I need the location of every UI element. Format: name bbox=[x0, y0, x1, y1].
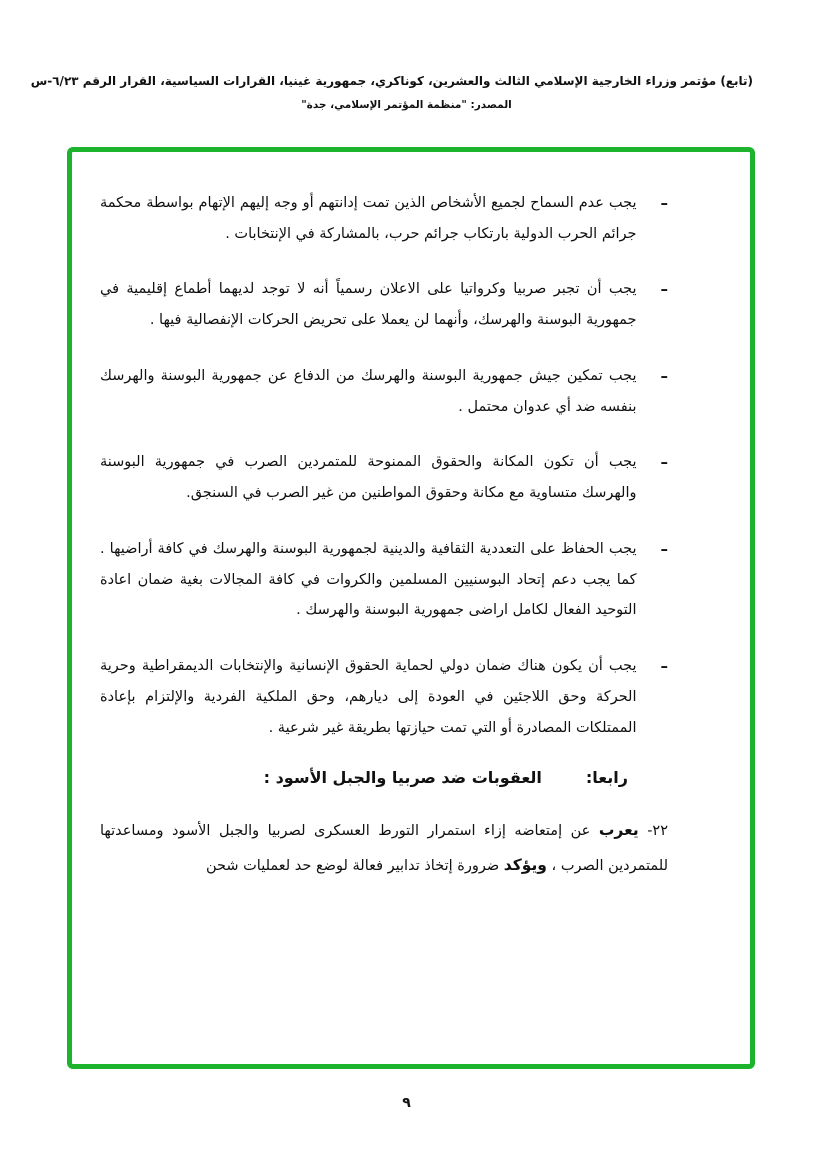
bullet-dash: – bbox=[660, 453, 668, 472]
source-value: "منظمة المؤتمر الإسلامي، جدة" bbox=[301, 99, 467, 111]
source-label: المصدر: bbox=[470, 99, 512, 111]
list-item bbox=[100, 447, 668, 508]
content-area bbox=[72, 152, 750, 883]
bullet-text: يجب أن تكون المكانة والحقوق الممنوحة للمتمردين الصرب في جمهورية البوسنة والهرسك متساوية مع مكانة وحقوق المواطنين من غير الصرب في السنجق. bbox=[100, 454, 637, 502]
bullet-text: يجب الحفاظ على التعددية الثقافية والدينية لجمهورية البوسنة والهرسك في كافة أراضيها . كما يجب دعم إتحاد البوسنيين المسلمين والكروات في كافة المجالات بغية ضمان اعادة التوحيد الفعال لكامل اراضى جمهورية البوسنة والهرسك . bbox=[100, 540, 637, 619]
bullet-text: يجب أن تجبر صربيا وكرواتيا على الاعلان رسمياً أنه لا توجد لديهما أطماع إقليمية في جمهورية البوسنة والهرسك، وأنهما لن يعملا على تحريض الحركات الإنفصالية فيها . bbox=[100, 281, 637, 329]
paragraph-number: ٢٢- bbox=[647, 823, 668, 840]
bullet-dash: – bbox=[660, 280, 668, 299]
list-item bbox=[100, 534, 668, 626]
paragraph-bold-word: يعرب bbox=[598, 821, 639, 840]
paragraph-22 bbox=[100, 813, 668, 883]
list-item bbox=[100, 361, 668, 422]
paragraph-text: عن إمتعاضه إزاء استمرار التورط العسكرى لصربيا والجبل الأسود ومساعدتها للمتمردين الصرب ، bbox=[100, 823, 668, 875]
paragraph-bold-word: ويؤكد bbox=[503, 856, 547, 875]
bullet-text: يجب عدم السماح لجميع الأشخاص الذين تمت إدانتهم أو وجه إليهم الإتهام بواسطة محكمة جرائم الحرب الدولية بارتكاب جرائم حرب، بالمشاركة في الإنتخابات . bbox=[100, 195, 637, 242]
section-heading bbox=[100, 768, 628, 787]
paragraph-text: ضرورة إتخاذ تدابير فعالة لوضع حد لعمليات شحن bbox=[205, 858, 500, 875]
bullet-dash: – bbox=[660, 366, 668, 385]
bullet-text: يجب أن يكون هناك ضمان دولي لحماية الحقوق الإنسانية والإنتخابات الديمقراطية وحرية الحركة وحق اللاجئين في العودة إلى ديارهم، وحق الملكية الفردية والإلتزام بإعادة الممتلكات المصادرة أو التي تمت حيازتها بطريقة غير شرعية . bbox=[100, 658, 637, 736]
bullet-dash: – bbox=[660, 657, 668, 676]
document-header bbox=[30, 74, 753, 111]
header-title: (تابع) مؤتمر وزراء الخارجية الإسلامي الثالث والعشرين، كوناكري، جمهورية غينيا، القرارات السياسية، القرار الرقم ٦/٢٣-س bbox=[30, 74, 753, 88]
bullet-dash: – bbox=[660, 194, 668, 212]
list-item bbox=[100, 188, 668, 249]
section-title: العقوبات ضد صربيا والجبل الأسود : bbox=[263, 768, 542, 788]
page-number: ٩ bbox=[402, 1095, 411, 1111]
header-source-line bbox=[60, 99, 753, 111]
bullet-text: يجب تمكين جيش جمهورية البوسنة والهرسك من الدفاع عن جمهورية البوسنة والهرسك بنفسه ضد أي عدوان محتمل . bbox=[100, 367, 637, 415]
section-label: رابعا: bbox=[585, 768, 628, 788]
content-border-box bbox=[67, 147, 755, 1069]
bullet-dash: – bbox=[660, 539, 668, 558]
list-item bbox=[100, 274, 668, 335]
list-item bbox=[100, 651, 668, 743]
